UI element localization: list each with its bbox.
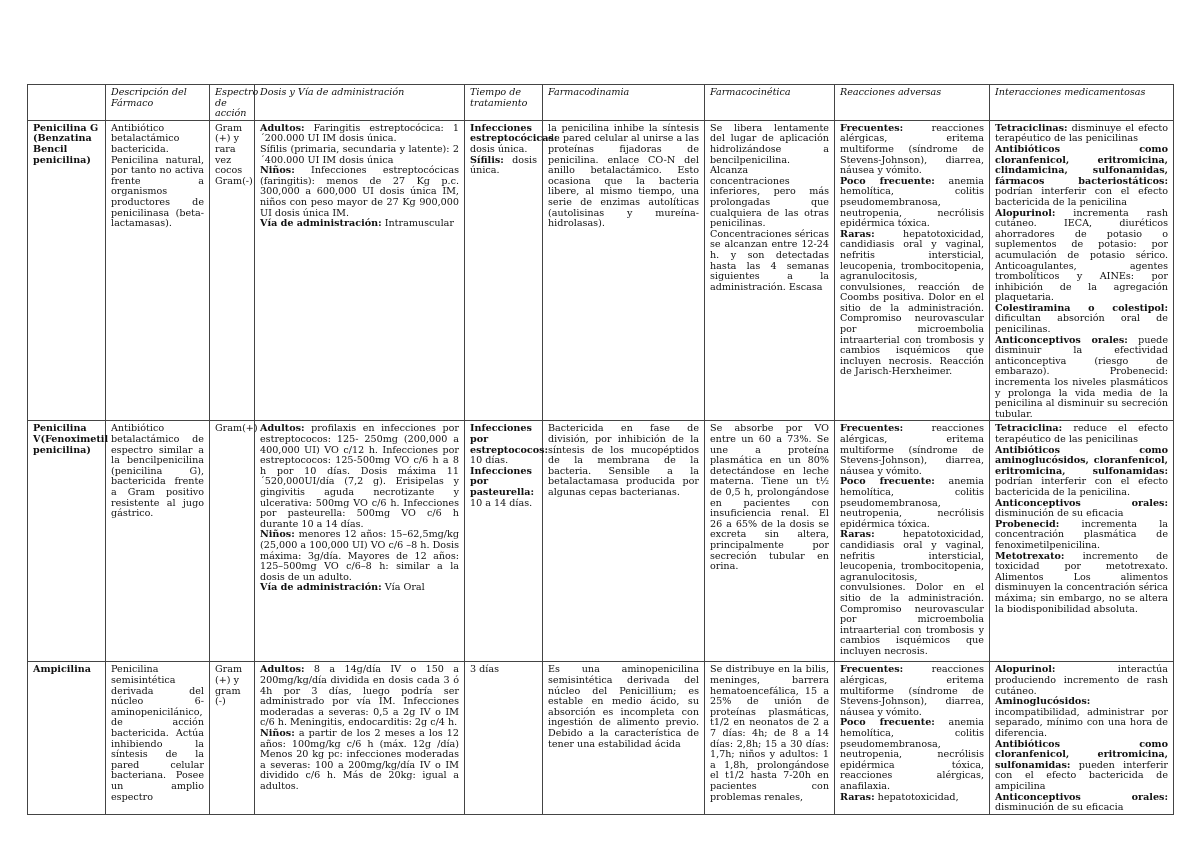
header-descripcion: Descripción del Fármaco <box>106 85 210 121</box>
header-row <box>28 85 1174 121</box>
table-row <box>28 421 1174 662</box>
paragraph-text: pueden interferir con el efecto bactericida de ampicilina <box>995 759 1168 792</box>
dosis-cell <box>255 120 465 421</box>
paragraph-text: menores 12 años: 15–62,5mg/kg (25,000 a 100,000 UI) VO c/6 –8 h. Dosis máxima: 3g/día. Mayores de 12 años: 125–500mg VO c/6–8 h: similar a la dosis de un adulto. <box>260 529 459 583</box>
interacciones-cell <box>990 120 1174 421</box>
paragraph-label: Metotrexato: <box>995 550 1065 562</box>
paragraph-label: Adultos: <box>260 423 305 435</box>
cell-paragraph <box>840 665 984 718</box>
cell-paragraph <box>995 336 1168 421</box>
cell-paragraph <box>995 446 1168 499</box>
paragraph-label: Frecuentes: <box>840 423 904 435</box>
paragraph-text: dosis única. <box>470 154 537 177</box>
paragraph-text: reacciones alérgicas, eritema multiforme (síndrome de Stevens-Johnson), diarrea, náusea y vómito. <box>840 122 984 177</box>
paragraph-label: Aminoglucósidos: <box>995 696 1091 708</box>
pharmacology-table <box>27 84 1174 815</box>
descripcion-cell: Antibiótico betalactámico bactericida. Penicilina natural, por tanto no activa frente a organismos productores de penicilinasa (beta-lactamasas). <box>106 120 210 421</box>
paragraph-label: Frecuentes: <box>840 664 904 676</box>
paragraph-text: Vía Oral <box>381 582 425 594</box>
cell-paragraph <box>995 697 1168 739</box>
paragraph-text: 8 a 14g/día IV o 150 a 200mg/kg/día dividida en dosis cada 3 ó 4h por 3 días, luego podría ser administrado por vía IM. Infecciones moderadas a severas: 0,5 a 2g IV o IM c/6 h. Meningitis, endocarditis: 2g c/4 h. <box>260 664 459 729</box>
cell-paragraph <box>260 124 459 145</box>
drug-name: Penicilina V(Fenoximetil penicilina) <box>28 421 106 662</box>
reacciones-cell <box>835 421 990 662</box>
paragraph-label: Tetraciclinas: <box>995 122 1068 134</box>
dosis-cell <box>255 421 465 662</box>
table-row <box>28 120 1174 421</box>
paragraph-text: reduce el efecto terapéutico de las penicilinas <box>995 423 1168 445</box>
header-farmacodinamia: Farmacodinamia <box>543 85 705 121</box>
drug-name: Penicilina G (Benzatina Bencil penicilina) <box>28 120 106 421</box>
cell-paragraph <box>995 520 1168 552</box>
paragraph-text: reacciones alérgicas, eritema multiforme (síndrome de Stevens-Johnson), diarrea, náusea y vómito. <box>840 423 984 477</box>
paragraph-label: Frecuentes: <box>840 122 904 134</box>
paragraph-text: profilaxis en infecciones por estreptococos: 125- 250mg (200,000 a 400,000 UI) VO c/12 h. Infecciones por estreptococos: 125-500mg VO c/6 h a 8 h por 10 días. Dosis máxima 11´520,000UI/día (7,2 g). Erisipelas y gingivitis aguda necrotizante y ulcerativa: 500mg VO c/6 h. Infecciones por pasteurella: 500mg VO c/6 h durante 10 a 14 días. <box>260 423 459 530</box>
paragraph-label: Poco frecuente: <box>840 476 935 488</box>
paragraph-text: puede disminuir la efectividad anticonceptiva (riesgo de embarazo). Probenecid: incrementa los niveles plasmáticos y prolonga la vida media de la penicilina al disminuir su secreción tubular. <box>995 334 1168 420</box>
tiempo-cell <box>465 120 558 421</box>
paragraph-label: Poco frecuente: <box>840 717 935 729</box>
cell-paragraph <box>995 499 1168 520</box>
cell-paragraph <box>995 145 1168 209</box>
cell-paragraph <box>995 124 1168 145</box>
interacciones-cell <box>990 421 1174 662</box>
descripcion-cell: Penicilina semisintética derivada del núcleo 6-aminopenicilánico, de acción bactericida. Actúa inhibiendo la síntesis de la pared celular bacteriana. Posee un amplio espectro <box>106 662 210 814</box>
paragraph-label: Niños: <box>260 529 295 541</box>
cell-paragraph <box>995 740 1168 793</box>
espectro-cell: Gram(+) <box>210 421 255 662</box>
paragraph-label: Adultos: <box>260 122 305 134</box>
paragraph-text: podrían interferir con el efecto bactericida de la penicilina <box>995 186 1168 208</box>
cell-paragraph <box>260 665 459 729</box>
farmacocinetica-cell: Se distribuye en la bilis, meninges, barrera hematoencefálica, 15 a 25% de unión de proteínas plasmáticas, t1/2 en neonatos de 2 a 7 días: 4h; de 8 a 14 días: 2,8h; 15 a 30 días: 1,7h; niños y adultos: 1 a 1,8h, prolongándose el t1/2 hasta 7-20h en pacientes con problemas renales, <box>705 662 835 814</box>
farmacodinamia-cell: Es una aminopenicilina semisintética derivada del núcleo del Penicillium; es estable en medio ácido, su absorción es incompleta con ingestión de alimento previo. Debido a la característica de tener una estabilidad ácida <box>543 662 705 814</box>
paragraph-label: Adultos: <box>260 664 305 676</box>
cell-paragraph <box>470 467 537 509</box>
paragraph-label: Alopurinol: <box>995 207 1056 219</box>
paragraph-text: hepatotoxicidad, candidiasis oral y vaginal, nefritis intersticial, leucopenia, trombocitopenia, agranulocitosis, convulsiones, reacción de Coombs positiva. Dolor en el sitio de la administración. Compromiso neurovascular por microembolia intraarterial con trombosis y cambios isquémicos que incluyen necrosis. Reacción de Jarisch-Herxheimer. <box>840 228 984 378</box>
cell-paragraph <box>470 423 549 467</box>
paragraph-label: Antibióticos como cloranfenicol, eritromicina, sulfonamidas: <box>995 738 1168 771</box>
cell-paragraph <box>840 177 984 230</box>
paragraph-text: dificultan absorción oral de penicilinas. <box>995 313 1168 336</box>
cell-paragraph <box>995 552 1168 616</box>
paragraph-label: Niños: <box>260 727 295 739</box>
paragraph-text: anemia hemolítica, colitis pseudomembranosa, neutropenia, necrólisis epidérmica tóxica. <box>840 476 984 530</box>
header-reacciones: Reacciones adversas <box>835 85 990 121</box>
paragraph-text: disminuye el efecto terapéutico de las penicilinas <box>995 122 1168 145</box>
cell-paragraph <box>840 424 984 477</box>
paragraph-label: Vía de administración: <box>260 218 382 230</box>
paragraph-text: disminución de su eficacia <box>995 802 1124 814</box>
paragraph-text: Infecciones estreptocócicas (faringitis): menos de 27 Kg p.c. 300,000 a 600,000 UI dosis única IM, niños con peso mayor de 27 Kg 900,000 UI dosis única IM. <box>260 165 459 219</box>
header-dosis: Dosis y Vía de administración <box>255 85 465 121</box>
cell-paragraph <box>840 230 984 378</box>
cell-paragraph <box>840 477 984 530</box>
paragraph-label: Niños: <box>260 165 295 177</box>
paragraph-label: Anticonceptivos orales: <box>995 497 1168 509</box>
header-drug <box>28 85 106 121</box>
paragraph-label: Raras: <box>840 228 875 240</box>
paragraph-label: Antibióticos como aminoglucósidos, cloranfenicol, eritromicina, sulfonamidas: <box>995 444 1168 477</box>
cell-paragraph <box>470 122 558 156</box>
table-row <box>28 662 1174 814</box>
header-interacciones: Interacciones medicamentosas <box>990 85 1174 121</box>
cell-paragraph <box>995 424 1168 445</box>
cell-paragraph <box>470 665 537 676</box>
paragraph-text: 3 días <box>470 664 500 676</box>
paragraph-text: interactúa produciendo incremento de rash cutáneo. <box>995 664 1168 697</box>
paragraph-text: hepatotoxicidad, candidiasis oral y vaginal, nefritis intersticial, leucopenia, trombocitopenia, agranulocitosis, convulsiones. Dolor en el sitio de la administración. Compromiso neurovascular por microembolia intraarterial con trombosis y cambios isquémicos que incluyen necrosis. <box>840 529 984 657</box>
paragraph-text: incrementa la concentración plasmática de fenoximetilpenicilina. <box>995 518 1168 551</box>
dosis-cell <box>255 662 465 814</box>
cell-paragraph <box>995 665 1168 697</box>
espectro-cell: Gram (+) y rara vez cocos Gram(-) <box>210 120 255 421</box>
cell-paragraph <box>995 209 1168 304</box>
cell-paragraph <box>840 793 984 804</box>
paragraph-label: Poco frecuente: <box>840 175 935 187</box>
paragraph-text: disminución de su eficacia <box>995 508 1124 520</box>
cell-paragraph <box>260 583 459 594</box>
farmacocinetica-cell: Se libera lentamente del lugar de aplicación hidrolizándose a bencilpenicilina. Alcanza concentraciones inferiores, pero más prolongadas que cualquiera de las otras penicilinas. Concentraciones séricas se alcanzan entre 12-24 h. y son detectadas hasta las 4 semanas siguientes a la administración. Escasa <box>705 120 835 421</box>
tiempo-cell <box>465 662 543 814</box>
cell-paragraph <box>260 530 459 583</box>
paragraph-label: Antibióticos como cloranfenicol, eritromicina, clindamicina, sulfonamidas, fármacos bacteriostáticos: <box>995 143 1168 187</box>
descripcion-cell: Antibiótico betalactámico de espectro similar a la bencilpenicilina (penicilina G), bactericida frente a Gram positivo resistente al jugo gástrico. <box>106 421 210 662</box>
interacciones-cell <box>990 662 1174 814</box>
cell-paragraph <box>840 530 984 657</box>
paragraph-text: a partir de los 2 meses a los 12 años: 100mg/kg c/6 h (máx. 12g /día) Menos 20 kg pc: infecciones moderadas a severas: 100 a 200mg/kg/día IV o IM dividido c/6 h. Más de 20kg: igual a adultos. <box>260 727 459 792</box>
farmacodinamia-cell: Bactericida en fase de división, por inhibición de la síntesis de los mucopéptidos de la membrana de la bacteria. Sensible a la betalactamasa producida por algunas cepas bacterianas. <box>543 421 705 662</box>
paragraph-text: incrementa rash cutáneo. IECA, diuréticos ahorradores de potasio o suplementos de potasio: por acumulación de potasio sérico. Anticoagulantes, agentes trombolíticos y AINEs: por inhibición de la agregación plaquetaria. <box>995 207 1168 304</box>
paragraph-label: Vía de administración: <box>260 582 382 594</box>
espectro-cell: Gram (+) y gram (-) <box>210 662 255 814</box>
header-farmacocinetica: Farmacocinética <box>705 85 835 121</box>
paragraph-text: podrían interferir con el efecto bactericida de la penicilina. <box>995 476 1168 498</box>
paragraph-text: anemia hemolítica, colitis pseudomembranosa, neutropenia, necrólisis epidérmica tóxica, reacciones alérgicas, anafilaxia. <box>840 717 984 792</box>
paragraph-text: Faringitis estreptocócica: 1´200.000 UI IM dosis única. <box>260 122 459 145</box>
cell-paragraph <box>995 304 1168 336</box>
paragraph-label: Probenecid: <box>995 518 1060 530</box>
cell-paragraph <box>260 424 459 530</box>
paragraph-text: incompatibilidad, administrar por separado, mínimo con una hora de diferencia. <box>995 706 1168 739</box>
cell-paragraph <box>260 145 459 166</box>
paragraph-text: dosis única. <box>470 143 528 155</box>
cell-paragraph <box>840 718 984 792</box>
paragraph-label: Infecciones por pasteurella: <box>470 465 535 498</box>
paragraph-text: Sífilis (primaria, secundaria y latente): 2´400.000 UI IM dosis única <box>260 143 459 166</box>
paragraph-text: anemia hemolítica, colitis pseudomembranosa, neutropenia, necrólisis epidérmica tóxica. <box>840 175 984 230</box>
reacciones-cell <box>835 662 990 814</box>
drug-name: Ampicilina <box>28 662 106 814</box>
farmacodinamia-cell: la penicilina inhibe la síntesis de pared celular al unirse a las proteínas fijadoras de penicilina. enlace CO-N del anillo betalactámico. Esto ocasiona que la bacteria libere, al mismo tiempo, una serie de enzimas autolíticas (autolisinas y mureína-hidrolasas). <box>543 120 705 421</box>
paragraph-label: Infecciones por estreptococos: <box>470 423 549 456</box>
paragraph-label: Infecciones estreptocócicas: <box>470 122 558 145</box>
paragraph-text: Intramuscular <box>381 218 454 230</box>
paragraph-label: Anticonceptivos orales: <box>995 334 1128 346</box>
cell-paragraph <box>470 156 537 177</box>
paragraph-label: Alopurinol: <box>995 664 1056 676</box>
paragraph-text: reacciones alérgicas, eritema multiforme (síndrome de Stevens-Johnson), diarrea, náusea y vómito. <box>840 664 984 718</box>
cell-paragraph <box>260 219 459 230</box>
cell-paragraph <box>260 166 459 219</box>
paragraph-text: 10 días. <box>470 455 509 467</box>
paragraph-label: Raras: <box>840 791 875 803</box>
paragraph-text: hepatotoxicidad, <box>874 791 959 803</box>
paragraph-label: Colestiramina o colestipol: <box>995 302 1168 314</box>
paragraph-label: Sífilis: <box>470 154 504 166</box>
farmacocinetica-cell: Se absorbe por VO entre un 60 a 73%. Se une a proteína plasmática en un 80% detectándose en leche materna. Tiene un t½ de 0,5 h, prolongándose en pacientes con insuficiencia renal. El 26 a 65% de la dosis se excreta sin altera, principalmente por secreción tubular en orina. <box>705 421 835 662</box>
paragraph-text: incremento de toxicidad por metotrexato. Alimentos Los alimentos disminuyen la concentración sérica máxima; sin embargo, no se altera la biodisponibilidad absoluta. <box>995 550 1168 615</box>
cell-paragraph <box>995 793 1168 814</box>
header-espectro: Espectro de acción <box>210 85 255 121</box>
paragraph-label: Anticonceptivos orales: <box>995 791 1168 803</box>
paragraph-label: Tetraciclina: <box>995 423 1063 435</box>
paragraph-label: Raras: <box>840 529 875 541</box>
tiempo-cell <box>465 421 549 662</box>
header-tiempo: Tiempo de tratamiento <box>465 85 543 121</box>
paragraph-text: 10 a 14 días. <box>470 497 533 509</box>
cell-paragraph <box>260 729 459 793</box>
cell-paragraph <box>840 124 984 177</box>
reacciones-cell <box>835 120 990 421</box>
